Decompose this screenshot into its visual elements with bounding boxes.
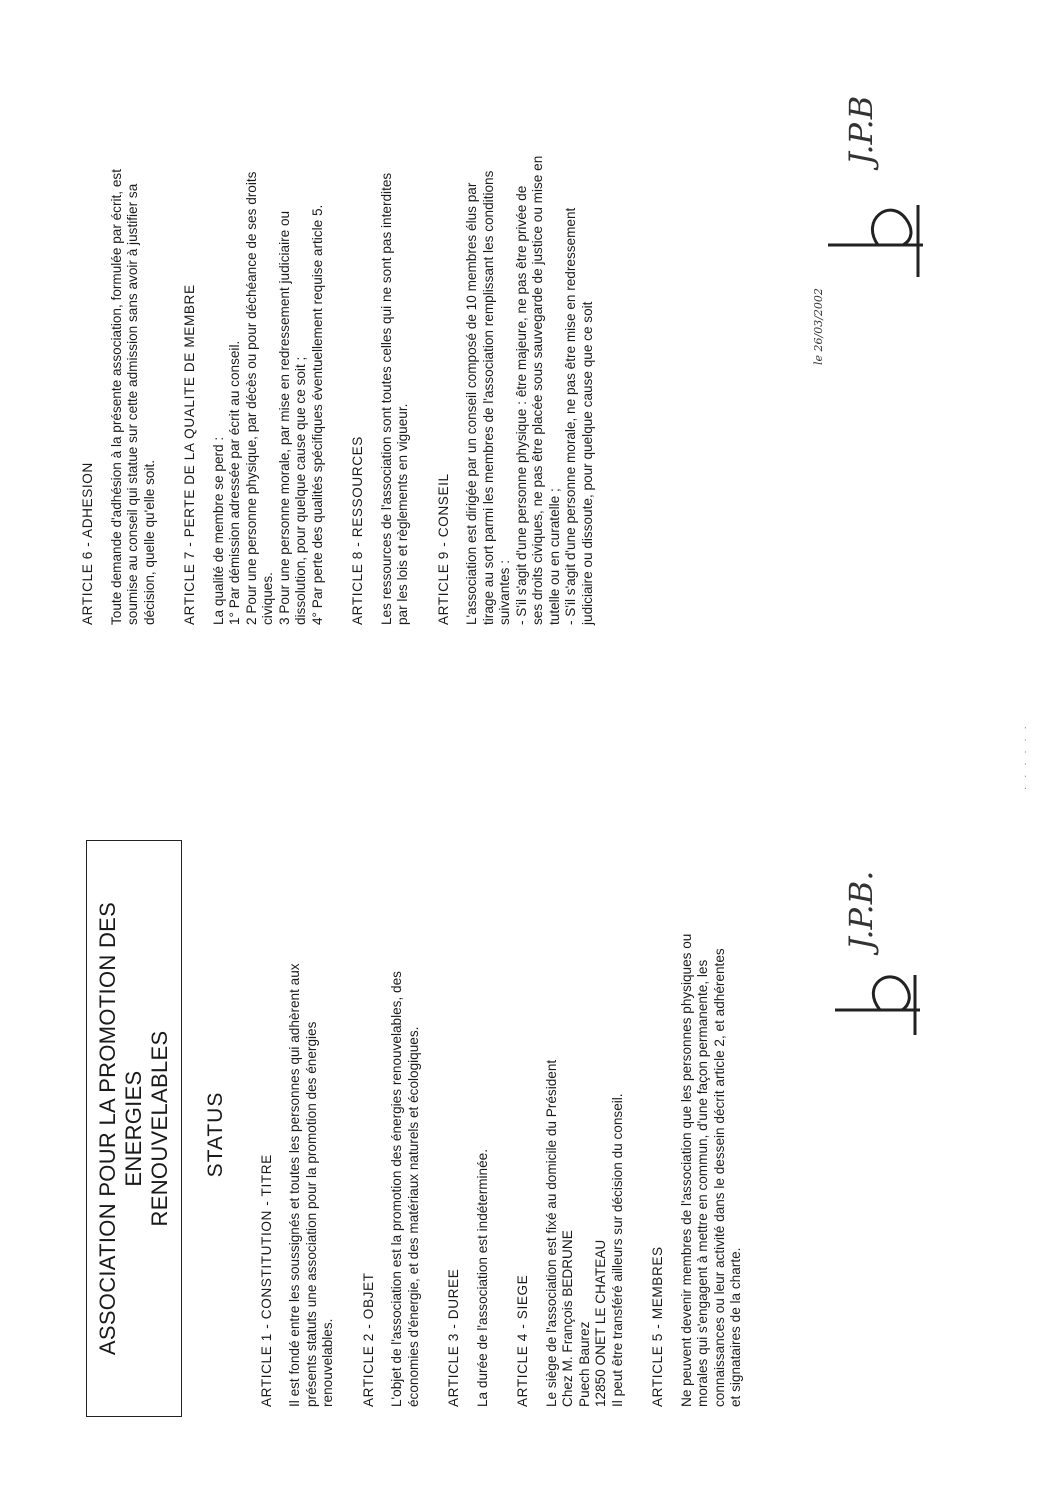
article-body xyxy=(287,862,337,1407)
article-text-line: présents statuts une association pour la promotion des énergies xyxy=(303,1021,319,1407)
article-heading: ARTICLE 6 - ADHESION xyxy=(80,462,95,625)
article-heading: ARTICLE 7 - PERTE DE LA QUALITE DE MEMBRE xyxy=(182,284,197,625)
signature-initials-right: J.P.B xyxy=(842,95,880,165)
article-text-line: soumise au conseil qui statue sur cette admission sans avoir à justifier sa xyxy=(125,183,140,625)
article-text-line: morales qui s'engagent à mettre en commun, d'une façon permanente, les xyxy=(695,959,710,1407)
column-articles-6-9 xyxy=(80,55,620,625)
article-section xyxy=(80,55,158,625)
status-heading: STATUS xyxy=(204,1091,227,1178)
article-text-line: 4° Par perte des qualités spécifiques éventuellement requise article 5. xyxy=(309,204,325,625)
scan-speckle: · · · · · · xyxy=(1020,723,1031,790)
article-text-line: ses droits civiques, ne pas être placée sous sauvegarde de justice ou mise en xyxy=(530,155,545,625)
document-title-line1: ASSOCIATION POUR LA PROMOTION DES ENERGIES xyxy=(95,901,146,1356)
article-body xyxy=(211,55,327,625)
article-heading: ARTICLE 5 - MEMBRES xyxy=(650,1246,665,1407)
signature-mark-left xyxy=(820,955,930,1045)
article-section xyxy=(350,55,412,625)
signature-mark-right xyxy=(818,185,933,285)
article-text-line: Le siège de l'association est fixé au domicile du Président xyxy=(543,1059,559,1407)
article-text-line: Ne peuvent devenir membres de l'association que les personnes physiques ou xyxy=(678,933,694,1407)
article-heading: ARTICLE 1 - CONSTITUTION - TITRE xyxy=(258,1154,274,1407)
article-heading: ARTICLE 8 - RESSOURCES xyxy=(350,436,365,625)
articles-list xyxy=(259,862,745,1407)
article-text-line: tirage au sort parmi les membres de l'association remplissant les conditions xyxy=(480,170,496,625)
article-heading: ARTICLE 9 - CONSEIL xyxy=(435,473,451,625)
document-title-line2: RENOUVELABLES xyxy=(147,1030,172,1227)
article-heading: ARTICLE 4 - SIEGE xyxy=(515,1274,530,1407)
article-body xyxy=(379,55,412,625)
title-box xyxy=(86,840,182,1417)
article-text-line: Puech Baurez xyxy=(576,1321,592,1407)
article-section xyxy=(182,55,326,625)
article-text-line: Il peut être transféré ailleurs sur décision du conseil. xyxy=(609,1093,625,1407)
article-text-line: La qualité de membre se perd : xyxy=(210,436,226,625)
article-text-line: 2 Pour une personne physique, par décès ou pour déchéance de ses droits xyxy=(243,171,259,625)
article-section xyxy=(515,862,626,1407)
article-heading: ARTICLE 2 - OBJET xyxy=(360,1272,376,1407)
article-text-line: 3 Pour une personne morale, par mise en redressement judiciaire ou xyxy=(276,210,292,625)
article-text-line: Il est fondé entre les soussignés et toutes les personnes qui adhèrent aux xyxy=(287,963,302,1407)
article-body xyxy=(679,862,745,1407)
article-text-line: - S'il s'agit d'une personne morale, ne pas être mise en redressement xyxy=(563,207,578,625)
article-text-line: civiques. xyxy=(260,572,275,625)
article-text-line: judiciaire ou dissoute, pour quelque cause que ce soit xyxy=(579,301,595,625)
article-text-line: par les lois et règlements en vigueur. xyxy=(395,403,410,625)
article-text-line: Toute demande d'adhésion à la présente association, formulée par écrit, est xyxy=(108,169,124,625)
article-text-line: connaissances ou leur activité dans le dessein décrit article 2, et adhérentes xyxy=(711,948,727,1407)
article-text-line: décision, quelle qu'elle soit. xyxy=(141,459,157,625)
article-body xyxy=(544,862,627,1407)
article-text-line: L'objet de l'association est la promotion des énergies renouvelables, des xyxy=(389,971,404,1407)
article-text-line: 1° Par démission adressée par écrit au conseil. xyxy=(227,340,242,625)
article-text-line: - S'il s'agit d'une personne physique : être majeure, ne pas être privée de xyxy=(513,185,529,625)
article-body xyxy=(464,55,596,625)
article-text-line: 12850 ONET LE CHATEAU xyxy=(593,1239,608,1407)
article-section xyxy=(361,862,423,1407)
article-heading: ARTICLE 3 - DUREE xyxy=(446,1268,461,1407)
article-text-line: L'association est dirigée par un conseil composé de 10 membres élus par xyxy=(464,182,479,625)
article-text-line: Les ressources de l'association sont toutes celles qui ne sont pas interdites xyxy=(378,172,394,625)
article-text-line: et signataires de la charte. xyxy=(728,1247,743,1407)
article-section xyxy=(446,862,491,1407)
column-articles-1-5 xyxy=(86,862,769,1407)
article-body xyxy=(109,55,159,625)
article-text-line: suivantes : xyxy=(497,560,512,625)
article-text-line: dissolution, pour quelque cause que ce soit ; xyxy=(293,356,308,625)
article-section xyxy=(259,862,337,1407)
article-body xyxy=(475,862,492,1407)
article-text-line: économies d'énergie, et des matériaux naturels et écologiques. xyxy=(405,1026,421,1407)
article-section xyxy=(436,55,597,625)
signature-date-note: le 26/03/2002 xyxy=(812,288,825,365)
article-text-line: renouvelables. xyxy=(320,1318,335,1407)
article-text-line: La durée de l'association est indéterminée. xyxy=(474,1148,490,1407)
article-section xyxy=(650,862,745,1407)
signature-initials-left: J.P.B. xyxy=(842,870,880,950)
article-body xyxy=(389,862,422,1407)
article-text-line: tutelle ou en curatelle ; xyxy=(546,488,562,625)
article-text-line: Chez M. François BEDRUNE xyxy=(560,1230,575,1407)
